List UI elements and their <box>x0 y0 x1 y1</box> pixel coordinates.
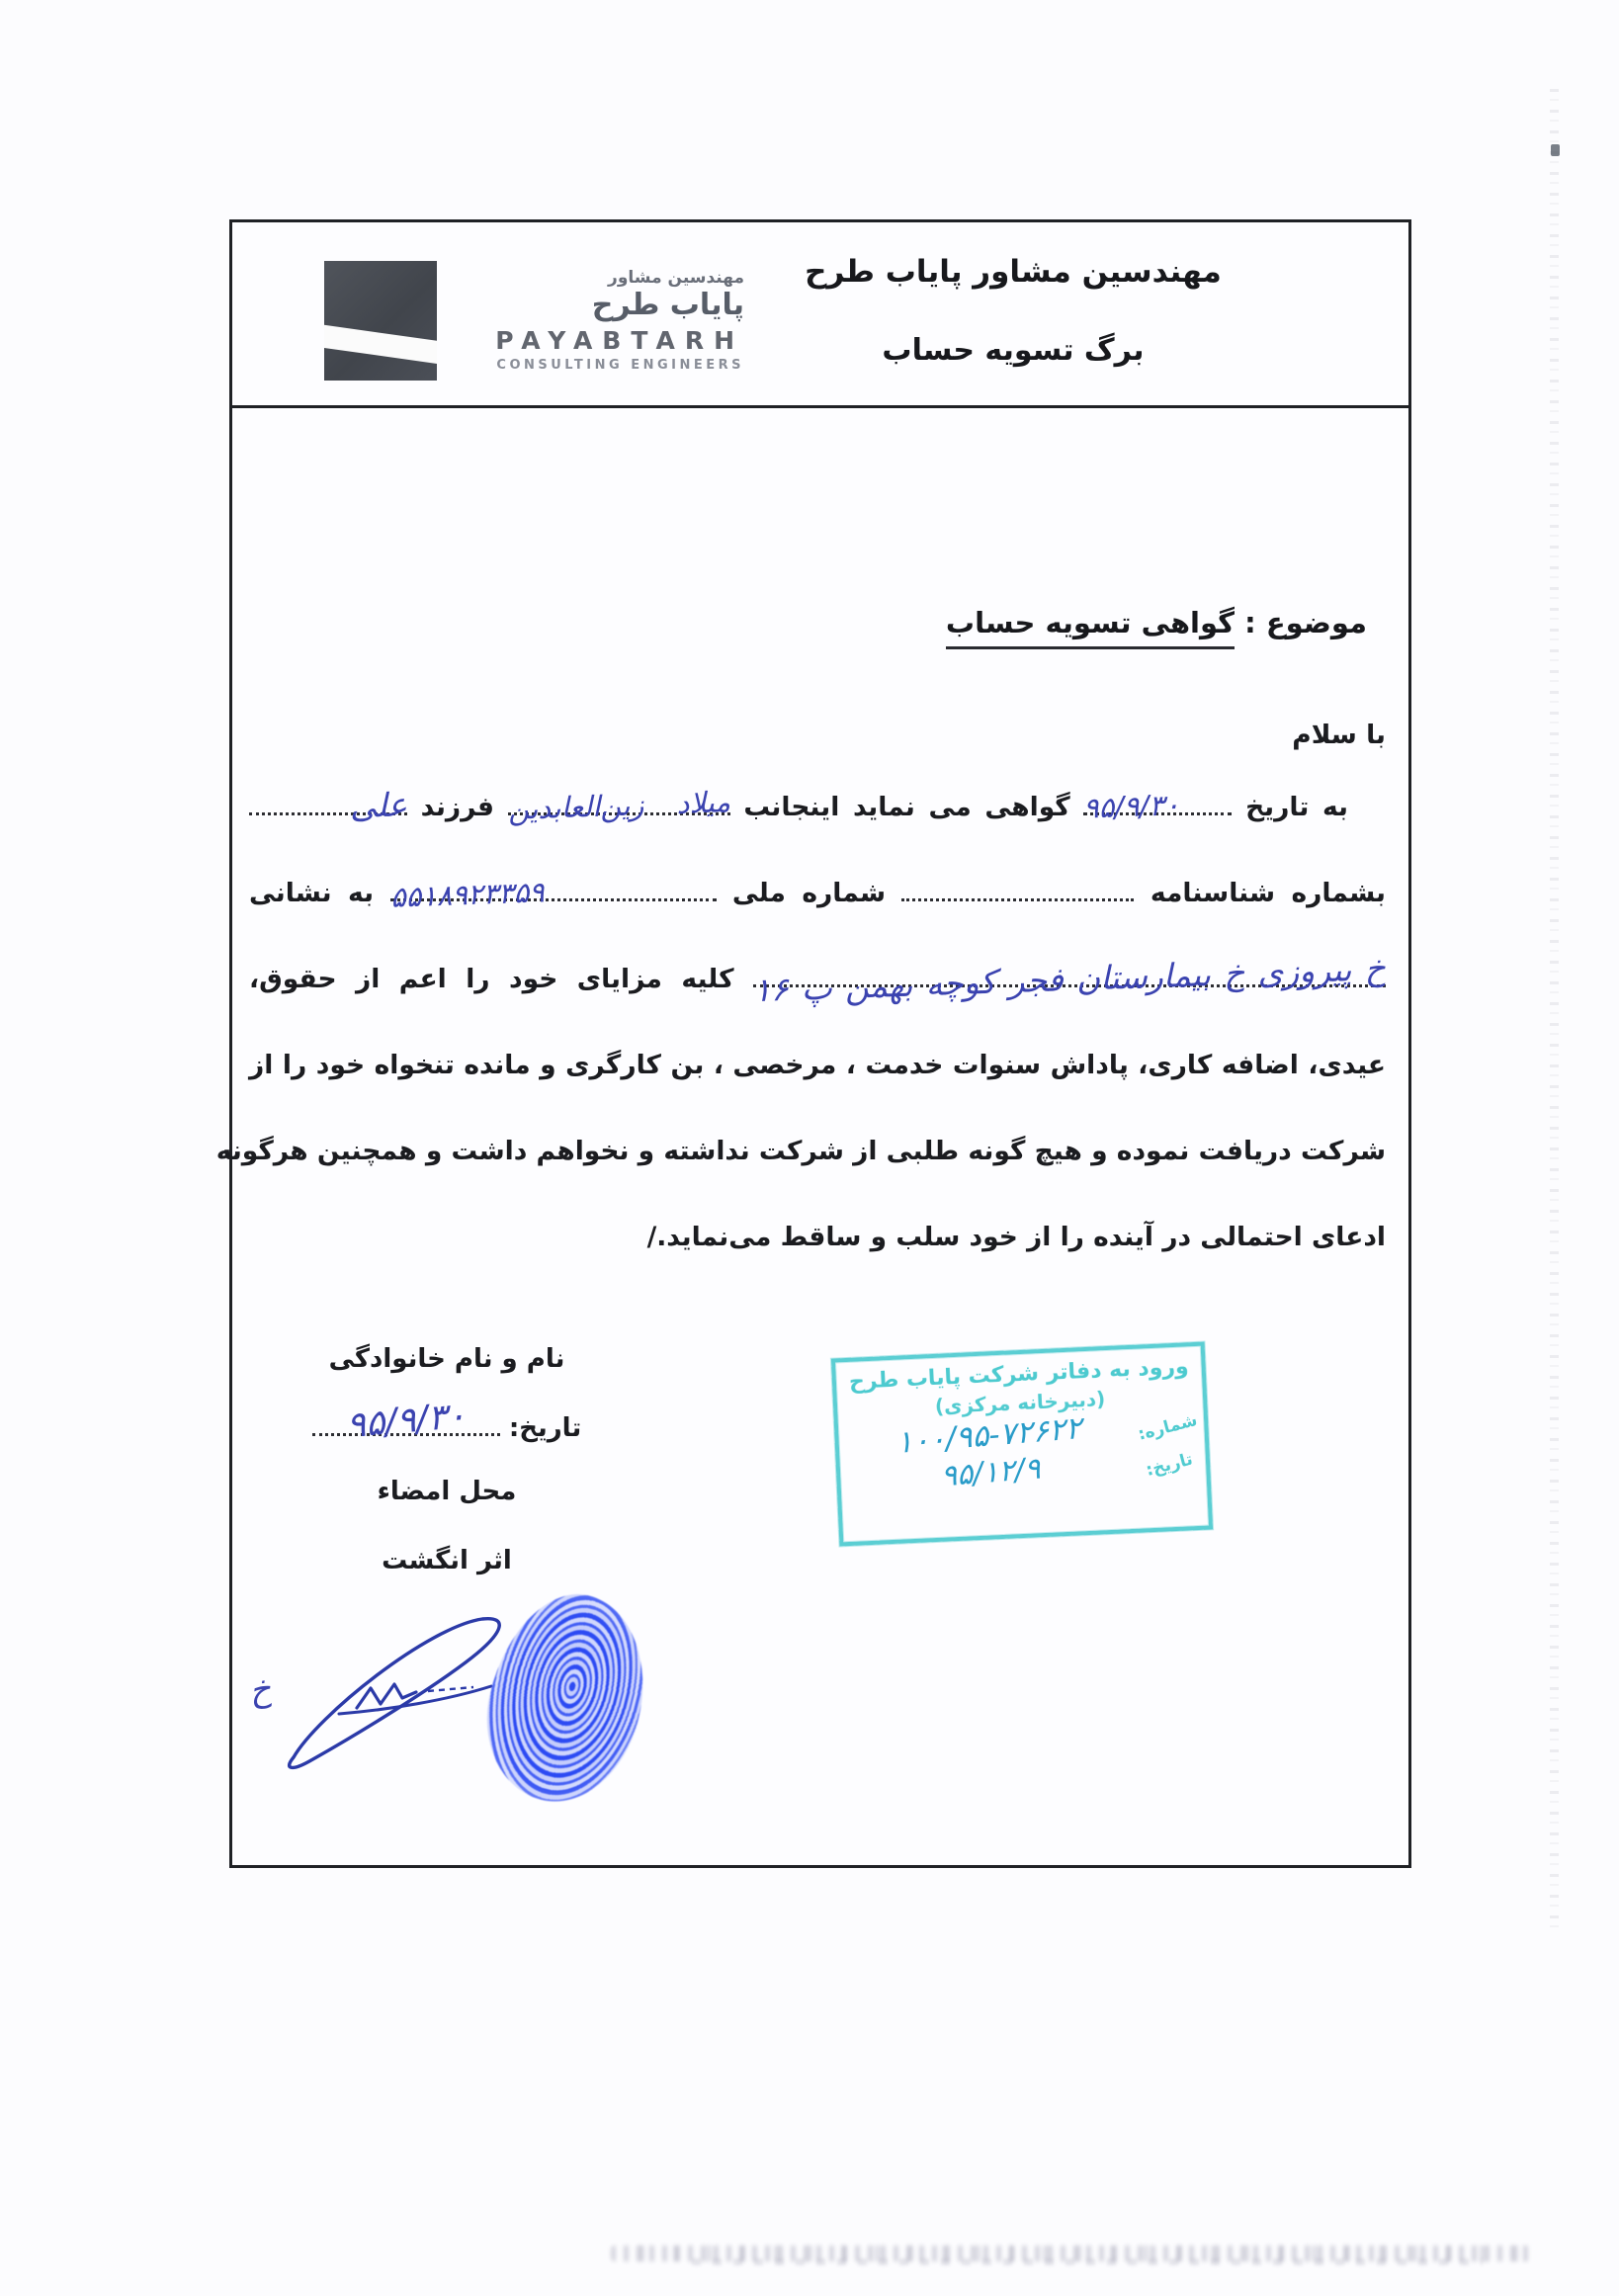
line2-suffix: به نشانی <box>249 878 375 908</box>
document-header <box>232 222 1408 408</box>
signature-date-field <box>312 1395 500 1447</box>
father-name-field <box>249 778 407 837</box>
bleed-through-artifact-2 <box>692 2258 1483 2265</box>
line1-prefix: به تاریخ <box>1245 792 1348 822</box>
handwritten-signature-date: ۹۵/۹/۳۰ <box>344 1395 468 1447</box>
line3-text: کلیه مزایای خود را اعم از حقوق، <box>249 964 734 994</box>
header-title-block <box>736 254 1290 368</box>
body-line-6: ادعای احتمالی در آینده را از خود سلب و ساقط می‌نماید./ <box>646 1222 1386 1252</box>
body-line-1 <box>249 778 1386 864</box>
body-line-2 <box>249 864 1386 950</box>
logo-diagonal-stripe <box>324 324 437 365</box>
company-logo-icon <box>324 261 437 381</box>
fingerprint-label: اثر انگشت <box>382 1546 512 1575</box>
handwritten-date: ۹۵/۹/۳۰ <box>1082 788 1181 825</box>
logo-brand-en: PAYABTARH <box>495 326 744 356</box>
stamp-date-value: ۹۵/۱۲/۹ <box>939 1451 1042 1494</box>
signature-block <box>279 1344 615 1615</box>
name-field <box>508 778 730 837</box>
company-name-fa: مهندسین مشاور پایاب طرح <box>805 254 1222 290</box>
salutation: با سلام <box>1292 720 1386 750</box>
handwritten-signature <box>280 1589 527 1782</box>
line2-middle: شماره ملی <box>731 878 887 908</box>
subject-label: موضوع : <box>1235 606 1367 639</box>
date-label: تاریخ: <box>499 1413 582 1443</box>
handwritten-national-id: ۵۵۱۸۹۲۳۳۵۹ <box>389 875 545 914</box>
body-line-3 <box>249 950 1386 1036</box>
handwritten-address: خ پیروزی خ بیمارستان فجر کوچه بهمن پ ۱۶ <box>752 948 1387 1010</box>
line1-suffix: فرزند <box>420 792 495 822</box>
stamp-line2: (دبیرخانه مرکزی) <box>934 1387 1106 1418</box>
body-line-4: عیدی، اضافه کاری، پاداش سنوات خدمت ، مرخصی ، بن کارگری و مانده تنخواه خود را از <box>249 1050 1386 1080</box>
handwritten-father-name: علی <box>349 785 408 826</box>
handwritten-name: میلاد زین‌العابدین <box>507 785 731 826</box>
date-field <box>1083 778 1232 837</box>
line1-middle: گواهی می نماید اینجانب <box>743 792 1070 822</box>
date-row <box>279 1395 615 1447</box>
logo-text-block <box>448 270 744 372</box>
full-name-label: نام و نام خانوادگی <box>328 1344 565 1374</box>
stamp-line1: ورود به دفاتر شرکت پایاب طرح <box>848 1354 1190 1395</box>
birth-cert-field <box>901 864 1134 923</box>
national-id-field <box>390 864 717 923</box>
stray-ink-mark: خ <box>246 1668 274 1712</box>
logo-brand-fa-big: پایاب طرح <box>591 287 744 322</box>
line2-prefix: بشماره شناسنامه <box>1150 878 1386 908</box>
logo-brand-fa-small: مهندسین مشاور <box>608 268 744 288</box>
scan-speck <box>1551 144 1560 156</box>
stamp-number-value: ۱۰۰/۹۵-۷۲۶۲۲ <box>895 1410 1083 1461</box>
signature-place-label: محل امضاء <box>377 1477 517 1506</box>
body-line-5: شرکت دریافت نموده و هیچ گونه طلبی از شرکت نداشته و نخواهم داشت و همچنین هرگونه <box>215 1136 1386 1166</box>
scan-edge-artifacts <box>1550 89 1559 1927</box>
address-field <box>753 950 1386 1009</box>
subject-line <box>946 606 1367 639</box>
stamp-date-label: تاریخ: <box>1144 1449 1195 1481</box>
stamp-number-label: شماره: <box>1136 1409 1200 1445</box>
logo-brand-en-sub: CONSULTING ENGINEERS <box>496 357 744 373</box>
registry-stamp <box>831 1342 1213 1547</box>
form-title: برگ تسویه حساب <box>882 333 1145 368</box>
subject-value: گواهی تسویه حساب <box>946 606 1235 649</box>
